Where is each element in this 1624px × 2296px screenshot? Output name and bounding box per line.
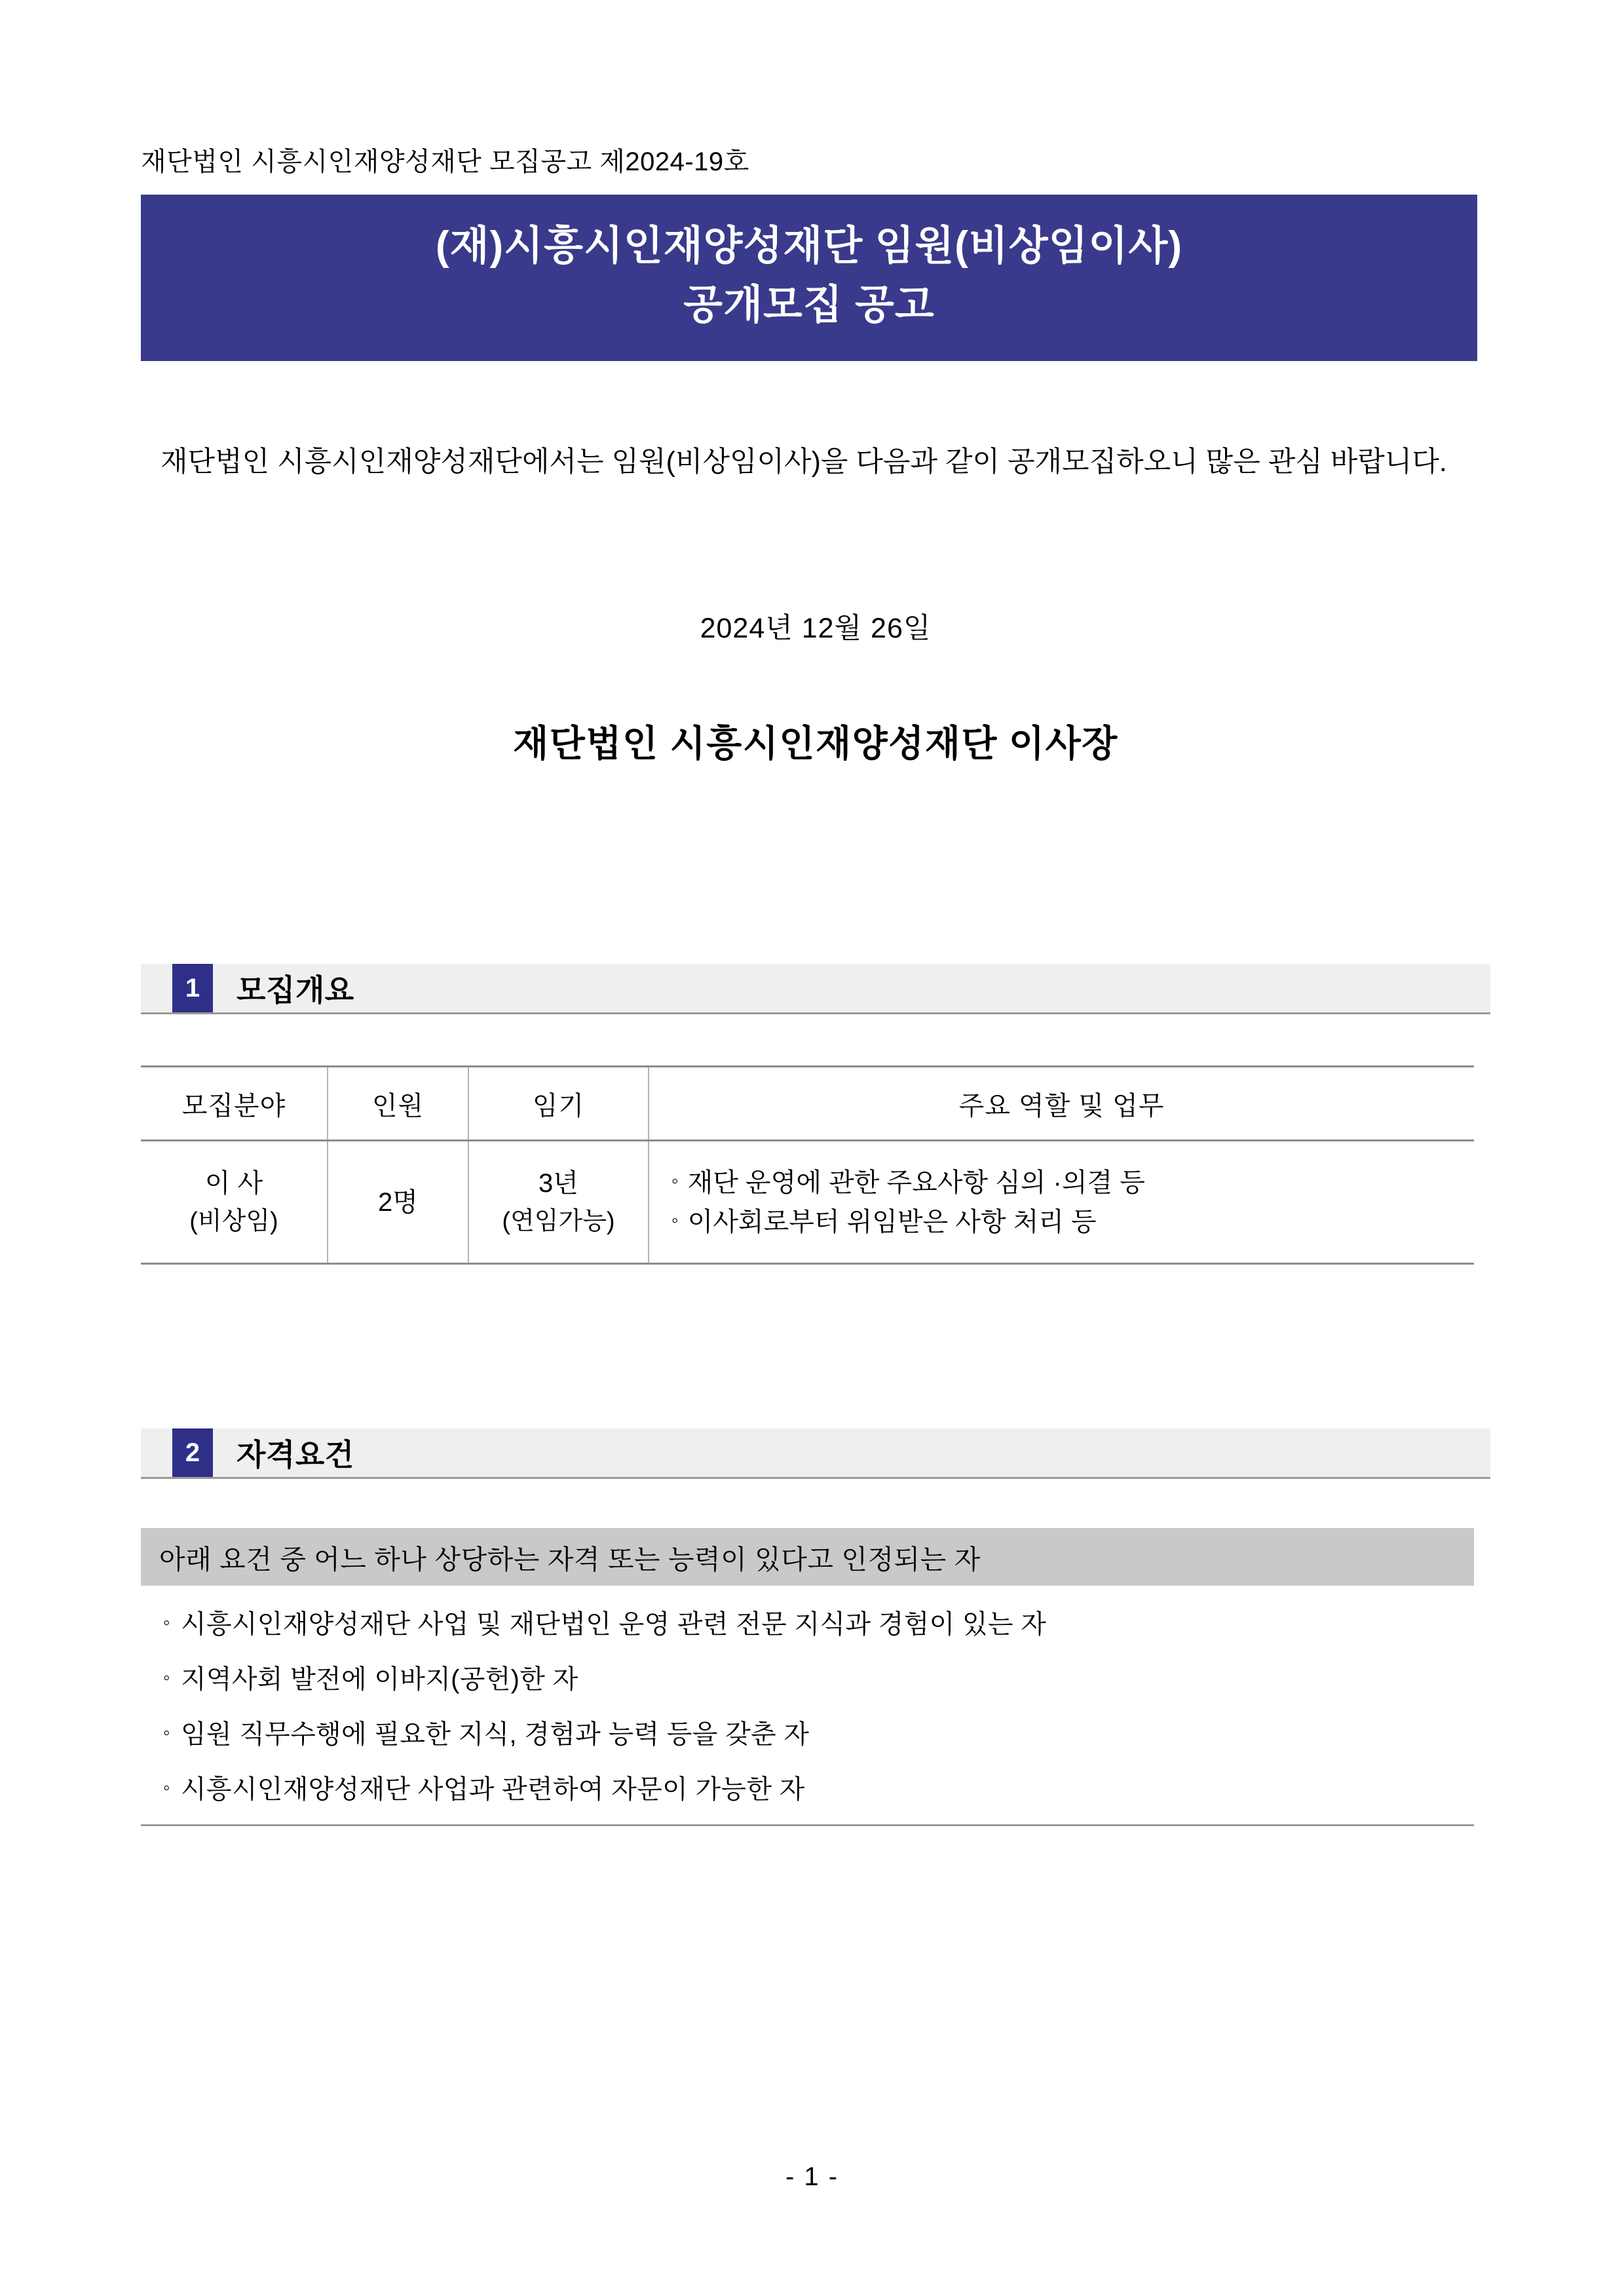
cell-term-main: 3년 — [538, 1169, 578, 1198]
cell-term-sub: (연임가능) — [502, 1208, 615, 1236]
duty-text: 이사회로부터 위임받은 사항 처리 등 — [687, 1207, 1097, 1236]
section-2-title: 자격요건 — [236, 1438, 354, 1472]
list-item — [141, 1641, 1474, 1696]
announcement-date: 2024년 12월 26일 — [700, 613, 932, 645]
list-item — [141, 1586, 1474, 1641]
cell-field-main: 이 사 — [204, 1169, 263, 1198]
recruitment-table — [141, 1065, 1474, 1265]
list-item-text: 지역사회 발전에 이바지(공헌)한 자 — [180, 1665, 578, 1694]
column-header-duties: 주요 역할 및 업무 — [649, 1067, 1474, 1141]
duty-text: 재단 운영에 관한 주요사항 심의 ·의결 등 — [687, 1168, 1145, 1197]
column-header-term: 임기 — [468, 1067, 649, 1141]
qualification-notice: 아래 요건 중 어느 하나 상당하는 자격 또는 능력이 있다고 인정되는 자 — [141, 1528, 1474, 1586]
qualification-list — [141, 1586, 1474, 1826]
section-recruitment-overview — [141, 964, 1490, 1265]
cell-field-sub: (비상임) — [189, 1208, 278, 1236]
intro-paragraph: 재단법인 시흥시인재양성재단에서는 임원(비상임이사)을 다음과 같이 공개모집하오니 많은 관심 바랍니다. — [161, 446, 1447, 478]
list-item-text: 임원 직무수행에 필요한 지식, 경험과 능력 등을 갖춘 자 — [180, 1720, 810, 1750]
cell-duties — [649, 1141, 1474, 1264]
bullet-icon: ◦ — [163, 1777, 170, 1799]
table-header-row — [141, 1067, 1474, 1141]
list-item — [141, 1751, 1474, 1806]
table-row — [141, 1141, 1474, 1264]
document-number: 재단법인 시흥시인재양성재단 모집공고 제2024-19호 — [141, 147, 749, 176]
page-content — [141, 141, 1490, 1826]
bullet-icon: ◦ — [163, 1612, 170, 1634]
signer-name: 재단법인 시흥시인재양성재단 이사장 — [513, 723, 1118, 765]
list-item — [141, 1696, 1474, 1751]
list-item-text: 시흥시인재양성재단 사업과 관련하여 자문이 가능한 자 — [180, 1775, 805, 1805]
bullet-icon: ◦ — [671, 1209, 679, 1231]
section-1-header — [141, 964, 1490, 1014]
section-2-badge: 2 — [172, 1428, 213, 1477]
section-1-title: 모집개요 — [236, 973, 354, 1008]
bullet-icon: ◦ — [671, 1170, 679, 1192]
title-line-1: (재)시흥시인재양성재단 임원(비상임이사) — [436, 223, 1182, 269]
title-line-2: 공개모집 공고 — [683, 282, 935, 328]
title-banner — [141, 195, 1477, 361]
section-1-badge: 1 — [172, 964, 213, 1012]
page-number: - 1 - — [785, 2162, 839, 2191]
cell-term — [468, 1141, 649, 1264]
column-header-headcount: 인원 — [328, 1067, 468, 1141]
section-1-header-pad — [141, 964, 172, 1012]
bullet-icon: ◦ — [163, 1667, 170, 1689]
duty-item — [671, 1202, 1474, 1242]
cell-headcount: 2명 — [328, 1141, 468, 1264]
bullet-icon: ◦ — [163, 1722, 170, 1744]
cell-field — [141, 1141, 328, 1264]
section-qualifications — [141, 1428, 1490, 1826]
duty-item — [671, 1163, 1474, 1202]
section-2-header — [141, 1428, 1490, 1479]
section-2-header-pad — [141, 1428, 172, 1477]
column-header-field: 모집분야 — [141, 1067, 328, 1141]
list-item-text: 시흥시인재양성재단 사업 및 재단법인 운영 관련 전문 지식과 경험이 있는 자 — [180, 1610, 1047, 1639]
